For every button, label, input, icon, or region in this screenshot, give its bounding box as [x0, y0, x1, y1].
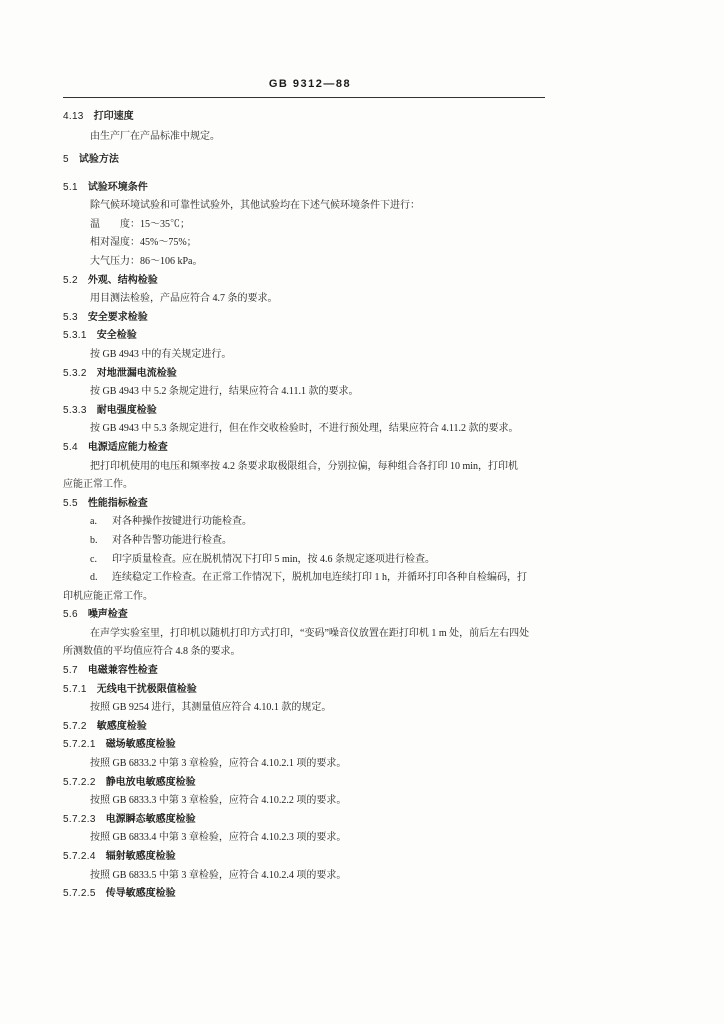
body-line: 按照 GB 6833.5 中第 3 章检验，应符合 4.10.2.4 项的要求。 — [90, 869, 347, 881]
body-line: 按 GB 4943 中 5.3 条规定进行，但在作交收检验时，不进行预处理，结果应符合 4.11.2 款的要求。 — [90, 423, 519, 435]
clause-number: 5.5 — [63, 497, 78, 509]
document-body — [0, 108, 724, 904]
clause-title: 静电放电敏感度检验 — [105, 776, 196, 788]
list-item — [0, 569, 724, 588]
clause-title: 试验方法 — [78, 153, 119, 165]
item-label: b. — [90, 534, 98, 546]
list-item — [0, 551, 724, 570]
clause-number: 5.7.1 — [63, 683, 87, 695]
clause-title: 性能指标检查 — [87, 497, 148, 509]
clause-title: 安全检验 — [96, 330, 137, 342]
clause-number: 5.7.2 — [63, 720, 87, 732]
item-label: d. — [90, 572, 98, 584]
body-line: 按照 GB 6833.3 中第 3 章检验，应符合 4.10.2.2 项的要求。 — [90, 795, 347, 807]
clause-heading — [0, 309, 724, 328]
clause-title: 无线电干扰极限值检验 — [96, 683, 197, 695]
clause-heading — [0, 848, 724, 867]
body-line: 除气候环境试验和可靠性试验外，其他试验均在下述气候环境条件下进行： — [90, 200, 420, 212]
clause-number: 5.6 — [63, 609, 78, 621]
clause-heading — [0, 365, 724, 384]
body-line: 把打印机使用的电压和频率按 4.2 条要求取极限组合，分别拉偏，每种组合各打印 10 min，打印机 — [90, 460, 519, 472]
clause-number: 5.7 — [63, 665, 78, 677]
clause-number: 5.7.2.3 — [63, 813, 96, 825]
clause-heading — [0, 108, 724, 127]
item-label: c. — [90, 553, 97, 565]
clause-title: 电磁兼容性检查 — [87, 665, 158, 677]
item-label: a. — [90, 516, 97, 528]
clause-heading — [0, 439, 724, 458]
item-text: 对各种告警功能进行检查。 — [112, 534, 232, 546]
list-item-continuation: 印机应能正常工作。 — [63, 590, 153, 602]
body-line: 按照 GB 6833.4 中第 3 章检验，应符合 4.10.2.3 项的要求。 — [90, 832, 347, 844]
body-line: 按 GB 4943 中的有关规定进行。 — [90, 348, 232, 360]
clause-number: 5.4 — [63, 441, 78, 453]
clause-heading — [0, 774, 724, 793]
clause-number: 5.7.2.4 — [63, 851, 96, 863]
header-rule — [63, 97, 545, 98]
clause-heading — [0, 662, 724, 681]
clause-title: 耐电强度检验 — [96, 404, 157, 416]
clause-title: 磁场敏感度检验 — [105, 739, 176, 751]
body-line: 相对湿度：45%～75%； — [90, 237, 197, 249]
clause-number: 5.3.2 — [63, 367, 87, 379]
clause-heading — [0, 606, 724, 625]
body-line: 按照 GB 9254 进行，其测量值应符合 4.10.1 款的规定。 — [90, 702, 332, 714]
item-text: 对各种操作按键进行功能检查。 — [112, 516, 252, 528]
clause-number: 5.7.2.2 — [63, 776, 96, 788]
clause-heading — [0, 495, 724, 514]
body-line-continuation: 所测数值的平均值应符合 4.8 条的要求。 — [63, 646, 241, 658]
clause-heading — [0, 681, 724, 700]
clause-title: 噪声检查 — [87, 609, 128, 621]
item-text: 连续稳定工作检查。在正常工作情况下，脱机加电连续打印 1 h，并循环打印各种自检编码，打 — [112, 572, 527, 584]
clause-title: 试验环境条件 — [87, 181, 148, 193]
clause-number: 5.7.2.5 — [63, 888, 96, 900]
clause-title: 对地泄漏电流检验 — [96, 367, 177, 379]
clause-heading — [0, 402, 724, 421]
standard-number-header: GB 9312—88 — [268, 78, 352, 90]
clause-number: 5.3.1 — [63, 330, 87, 342]
clause-heading — [0, 811, 724, 830]
clause-title: 打印速度 — [93, 110, 134, 122]
body-line: 用目测法检验，产品应符合 4.7 条的要求。 — [90, 293, 278, 305]
body-line: 由生产厂在产品标准中规定。 — [90, 130, 220, 142]
body-line: 温 度：15～35℃； — [90, 218, 190, 230]
list-item — [0, 532, 724, 551]
clause-title: 敏感度检验 — [96, 720, 147, 732]
clause-title: 电源瞬态敏感度检验 — [105, 813, 196, 825]
section-heading — [0, 151, 724, 170]
clause-heading — [0, 179, 724, 198]
clause-heading — [0, 885, 724, 904]
body-line: 在声学实验室里，打印机以随机打印方式打印，“变码”噪音仪放置在距打印机 1 m 处，前后左右四处 — [90, 627, 530, 639]
clause-number: 4.13 — [63, 110, 84, 122]
item-text: 印字质量检查。应在脱机情况下打印 5 min，按 4.6 条规定逐项进行检查。 — [112, 553, 436, 565]
clause-heading — [0, 736, 724, 755]
clause-heading — [0, 327, 724, 346]
clause-title: 辐射敏感度检验 — [105, 851, 176, 863]
clause-title: 电源适应能力检查 — [87, 441, 168, 453]
clause-title: 外观、结构检验 — [87, 274, 158, 286]
clause-number: 5.2 — [63, 274, 78, 286]
clause-heading — [0, 272, 724, 291]
clause-number: 5.7.2.1 — [63, 739, 96, 751]
clause-title: 传导敏感度检验 — [105, 888, 176, 900]
clause-number: 5.1 — [63, 181, 78, 193]
clause-number: 5.3.3 — [63, 404, 87, 416]
clause-number: 5.3 — [63, 311, 78, 323]
clause-heading — [0, 718, 724, 737]
body-line: 大气压力：86～106 kPa。 — [90, 256, 203, 268]
clause-number: 5 — [63, 153, 69, 165]
body-line-continuation: 应能正常工作。 — [63, 479, 133, 491]
clause-title: 安全要求检验 — [87, 311, 148, 323]
body-line: 按 GB 4943 中 5.2 条规定进行，结果应符合 4.11.1 款的要求。 — [90, 386, 359, 398]
list-item — [0, 513, 724, 532]
body-line: 按照 GB 6833.2 中第 3 章检验，应符合 4.10.2.1 项的要求。 — [90, 758, 347, 770]
